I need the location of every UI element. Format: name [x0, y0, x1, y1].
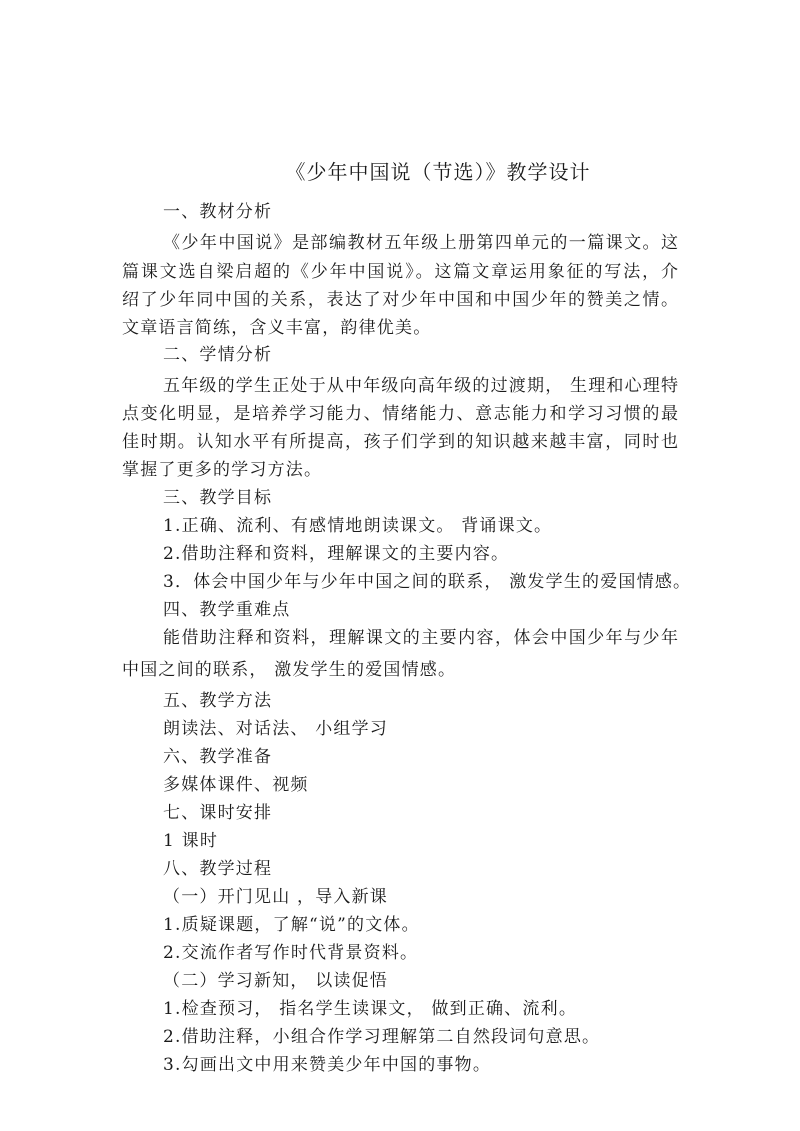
section-heading: 八、教学过程 — [163, 859, 273, 879]
list-item: 3．体会中国少年与少年中国之间的联系， 激发学生的爱国情感。 — [163, 572, 692, 592]
section-heading: 一、教材分析 — [163, 202, 273, 222]
paragraph-line: 绍了少年同中国的关系，表达了对少年中国和中国少年的赞美之情。 — [122, 290, 678, 310]
section-heading: 七、课时安排 — [163, 803, 273, 823]
list-item: 2.交流作者写作时代背景资料。 — [163, 943, 419, 963]
section-heading: 六、教学准备 — [163, 747, 273, 767]
list-item: 1.正确、流利、有感情地朗读课文。 背诵课文。 — [163, 516, 553, 536]
list-item: 1.检查预习， 指名学生读课文， 做到正确、流利。 — [163, 999, 578, 1019]
paragraph-line: 中国之间的联系， 激发学生的爱国情感。 — [122, 660, 457, 680]
subsection-heading: （一）开门见山 ，导入新课 — [163, 887, 389, 907]
paragraph-line: 篇课文选自梁启超的《少年中国说》。这篇文章运用象征的写法，介 — [122, 262, 678, 282]
section-heading: 五、教学方法 — [163, 691, 273, 711]
section-heading: 四、教学重难点 — [163, 600, 291, 620]
list-item: 2.借助注释和资料，理解课文的主要内容。 — [163, 544, 510, 564]
paragraph-line: 《少年中国说》是部编教材五年级上册第四单元的一篇课文。这 — [163, 233, 678, 253]
list-item: 3.勾画出文中用来赞美少年中国的事物。 — [163, 1055, 492, 1075]
document-title: 《少年中国说（节选）》教学设计 — [285, 160, 591, 184]
paragraph-line: 能借助注释和资料，理解课文的主要内容，体会中国少年与少年 — [163, 628, 678, 648]
paragraph-line: 多媒体课件、视频 — [163, 775, 309, 795]
paragraph-line: 五年级的学生正处于从中年级向高年级的过渡期， 生理和心理特 — [163, 376, 678, 396]
list-item: 2.借助注释，小组合作学习理解第二自然段词句意思。 — [163, 1027, 601, 1047]
paragraph-line: 点变化明显，是培养学习能力、情绪能力、意志能力和学习习惯的最 — [122, 404, 678, 424]
paragraph-line: 文章语言简练，含义丰富，韵律优美。 — [122, 318, 432, 338]
section-heading: 二、学情分析 — [163, 345, 273, 365]
paragraph-line: 掌握了更多的学习方法。 — [122, 460, 323, 480]
list-item: 1.质疑课题，了解“说”的文体。 — [163, 915, 420, 935]
section-heading: 三、教学目标 — [163, 488, 273, 508]
paragraph-line: 佳时期。认知水平有所提高，孩子们学到的知识越来越丰富，同时也 — [122, 432, 678, 452]
paragraph-line: 朗读法、对话法、 小组学习 — [163, 719, 389, 739]
subsection-heading: （二）学习新知， 以读促悟 — [163, 971, 389, 991]
paragraph-line: 1 课时 — [163, 831, 219, 851]
